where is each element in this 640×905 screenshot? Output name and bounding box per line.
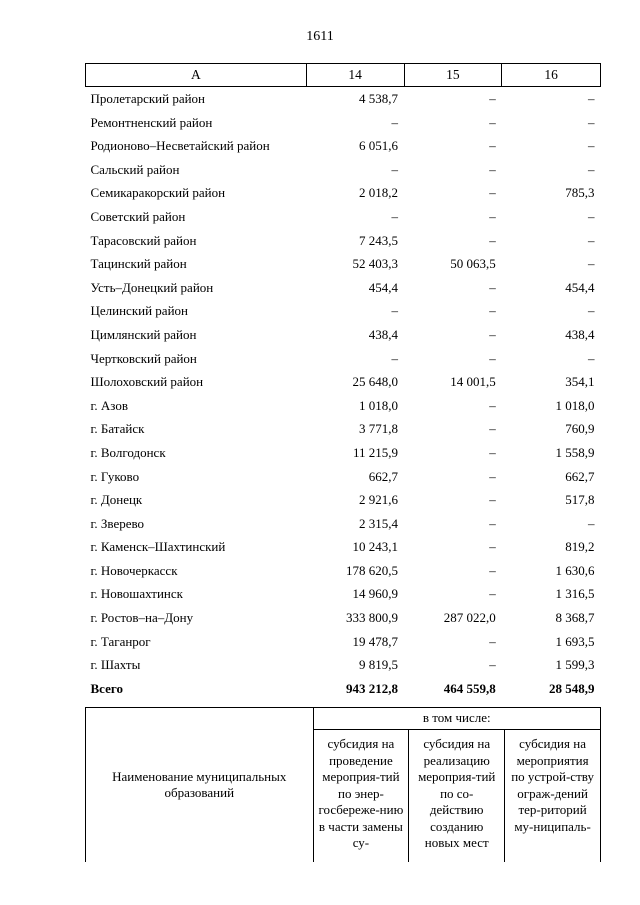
value-col-14: 662,7 xyxy=(368,468,399,484)
value-col-15: – xyxy=(489,492,496,508)
value-col-14: 25 648,0 xyxy=(352,374,399,390)
value-col-15: – xyxy=(489,303,496,319)
value-col-14: 10 243,1 xyxy=(352,539,399,555)
municipality-name: Родионово–Несветайский район xyxy=(90,138,270,154)
value-col-14: 14 960,9 xyxy=(352,586,399,602)
municipality-name: Целинский район xyxy=(90,303,188,319)
municipality-name: Ремонтненский район xyxy=(90,114,213,130)
subsidy-energy-saving-header xyxy=(313,730,409,863)
table-row xyxy=(86,229,601,253)
municipality-name: Усть–Донецкий район xyxy=(90,279,214,295)
including-header: в том числе: xyxy=(313,708,601,730)
table-row xyxy=(86,582,601,606)
value-col-16: 1 630,6 xyxy=(555,562,595,578)
value-col-16: 1 599,3 xyxy=(555,657,595,673)
value-col-16: – xyxy=(588,91,595,106)
header-col-15: 15 xyxy=(404,64,502,87)
value-col-14: 178 620,5 xyxy=(346,562,399,578)
table-row xyxy=(86,417,601,441)
municipality-name: г. Новошахтинск xyxy=(90,586,183,602)
table-row xyxy=(86,630,601,654)
municipality-name: г. Ростов–на–Дону xyxy=(90,610,194,626)
table-row xyxy=(86,205,601,229)
header-col-14: 14 xyxy=(306,64,404,87)
table-row xyxy=(86,370,601,394)
table-row xyxy=(86,512,601,536)
municipality-header-label: Наименование муниципальных образований xyxy=(112,768,287,800)
value-col-14: 7 243,5 xyxy=(359,232,399,248)
header-col-16: 16 xyxy=(502,64,601,87)
value-col-15: – xyxy=(489,185,496,201)
value-col-16: – xyxy=(588,208,595,224)
table-row xyxy=(86,488,601,512)
value-col-16: – xyxy=(588,161,595,177)
value-col-15: – xyxy=(489,161,496,177)
municipality-name: г. Азов xyxy=(90,397,128,413)
municipality-name: Чертковский район xyxy=(90,350,197,366)
subsidy-energy-saving-label: субсидия на проведение мероприя-тий по энер-госбереже-нию в части замены су- xyxy=(318,736,404,850)
table-row xyxy=(86,394,601,418)
table-row xyxy=(86,276,601,300)
value-col-16: 354,1 xyxy=(565,374,595,390)
value-col-15: – xyxy=(489,421,496,437)
municipality-name: Сальский район xyxy=(90,161,180,177)
value-col-16: 28 548,9 xyxy=(549,680,595,696)
value-col-15: – xyxy=(489,232,496,248)
table-row xyxy=(86,606,601,630)
table-row xyxy=(86,347,601,371)
value-col-15: – xyxy=(489,444,496,460)
value-col-16: 1 018,0 xyxy=(555,397,595,413)
value-col-14: 454,4 xyxy=(368,279,399,295)
municipality-name: Пролетарский район xyxy=(90,91,206,106)
value-col-15: – xyxy=(489,657,496,673)
value-col-16: – xyxy=(588,138,595,154)
table-row xyxy=(86,181,601,205)
value-col-14: 3 771,8 xyxy=(359,421,399,437)
value-col-16: 760,9 xyxy=(565,421,595,437)
value-col-15: – xyxy=(489,208,496,224)
value-col-16: 1 558,9 xyxy=(555,444,595,460)
value-col-15: – xyxy=(489,586,496,602)
municipality-name: Тацинский район xyxy=(90,256,187,272)
table-row xyxy=(86,252,601,276)
value-col-16: 819,2 xyxy=(565,539,595,555)
value-col-14: 438,4 xyxy=(368,326,399,342)
value-col-14: – xyxy=(391,303,399,319)
value-col-14: 11 215,9 xyxy=(352,444,399,460)
value-col-15: – xyxy=(489,326,496,342)
table-row xyxy=(86,134,601,158)
header-col-a: А xyxy=(86,64,307,87)
value-col-16: – xyxy=(588,256,595,272)
table-row xyxy=(86,653,601,677)
value-col-14: 333 800,9 xyxy=(346,610,399,626)
budget-table xyxy=(85,63,601,700)
subsidy-fencing-label: субсидия на мероприятия по устрой-ству ограж-дений тер-риторий му-ниципаль- xyxy=(511,736,594,834)
municipality-name: г. Каменск–Шахтинский xyxy=(90,539,226,555)
municipality-name: г. Волгодонск xyxy=(90,444,166,460)
value-col-15: 14 001,5 xyxy=(450,374,496,390)
municipality-name: г. Таганрог xyxy=(90,633,151,649)
municipality-name: Семикаракорский район xyxy=(90,185,226,201)
value-col-14: 2 921,6 xyxy=(359,492,399,508)
value-col-16: – xyxy=(588,515,595,531)
subsidy-new-places-header xyxy=(409,730,505,863)
value-col-16: – xyxy=(588,114,595,130)
municipality-name: Всего xyxy=(90,680,123,696)
value-col-14: – xyxy=(391,161,399,177)
value-col-14: 4 538,7 xyxy=(359,91,399,106)
value-col-16: 662,7 xyxy=(565,468,595,484)
header-table xyxy=(85,707,601,862)
table-row xyxy=(86,465,601,489)
value-col-15: – xyxy=(489,138,496,154)
municipality-name: Тарасовский район xyxy=(90,232,197,248)
municipality-name: г. Шахты xyxy=(90,657,141,673)
municipality-name: г. Гуково xyxy=(90,468,140,484)
municipality-name: Цимлянский район xyxy=(90,326,197,342)
value-col-16: 517,8 xyxy=(565,492,595,508)
value-col-15: 287 022,0 xyxy=(443,610,496,626)
table-body xyxy=(86,87,601,701)
value-col-14: – xyxy=(391,114,399,130)
subsidy-new-places-label: субсидия на реализацию мероприя-тий по со-действию созданию новых мест xyxy=(418,736,496,850)
value-col-15: – xyxy=(489,562,496,578)
subsidy-fencing-header xyxy=(505,730,601,863)
value-col-14: 19 478,7 xyxy=(352,633,399,649)
table-row xyxy=(86,111,601,135)
municipality-name: г. Новочеркасск xyxy=(90,562,178,578)
municipality-name: Советский район xyxy=(90,208,186,224)
value-col-15: – xyxy=(489,350,496,366)
table-row xyxy=(86,299,601,323)
value-col-16: 1 316,5 xyxy=(555,586,595,602)
municipality-name: г. Батайск xyxy=(90,421,145,437)
table-row xyxy=(86,87,601,111)
table-row xyxy=(86,323,601,347)
value-col-15: 464 559,8 xyxy=(443,680,496,696)
table-row xyxy=(86,441,601,465)
value-col-16: 454,4 xyxy=(565,279,595,295)
value-col-14: – xyxy=(391,208,399,224)
page-number: 1611 xyxy=(306,29,334,44)
value-col-14: 1 018,0 xyxy=(359,397,399,413)
value-col-16: – xyxy=(588,303,595,319)
value-col-16: – xyxy=(588,350,595,366)
value-col-16: 438,4 xyxy=(565,326,595,342)
municipality-name: Шолоховский район xyxy=(90,374,204,390)
value-col-16: 8 368,7 xyxy=(555,610,595,626)
municipality-header xyxy=(86,708,314,863)
value-col-14: 2 315,4 xyxy=(359,515,399,531)
value-col-14: – xyxy=(391,350,399,366)
value-col-15: – xyxy=(489,539,496,555)
value-col-14: 9 819,5 xyxy=(359,657,399,673)
value-col-15: 50 063,5 xyxy=(450,256,496,272)
table-row xyxy=(86,559,601,583)
value-col-16: – xyxy=(588,232,595,248)
value-col-15: – xyxy=(489,279,496,295)
table-row xyxy=(86,158,601,182)
table-row xyxy=(86,535,601,559)
value-col-14: 2 018,2 xyxy=(359,185,399,201)
table-header-row xyxy=(86,64,601,87)
value-col-15: – xyxy=(489,468,496,484)
value-col-15: – xyxy=(489,397,496,413)
value-col-14: 943 212,8 xyxy=(346,680,399,696)
value-col-15: – xyxy=(489,114,496,130)
value-col-14: 52 403,3 xyxy=(352,256,399,272)
value-col-15: – xyxy=(489,91,496,106)
value-col-14: 6 051,6 xyxy=(359,138,399,154)
value-col-15: – xyxy=(489,633,496,649)
total-row xyxy=(86,677,601,701)
value-col-16: 1 693,5 xyxy=(555,633,595,649)
municipality-name: г. Зверево xyxy=(90,515,145,531)
municipality-name: г. Донецк xyxy=(90,492,143,508)
value-col-16: 785,3 xyxy=(565,185,595,201)
value-col-15: – xyxy=(489,515,496,531)
